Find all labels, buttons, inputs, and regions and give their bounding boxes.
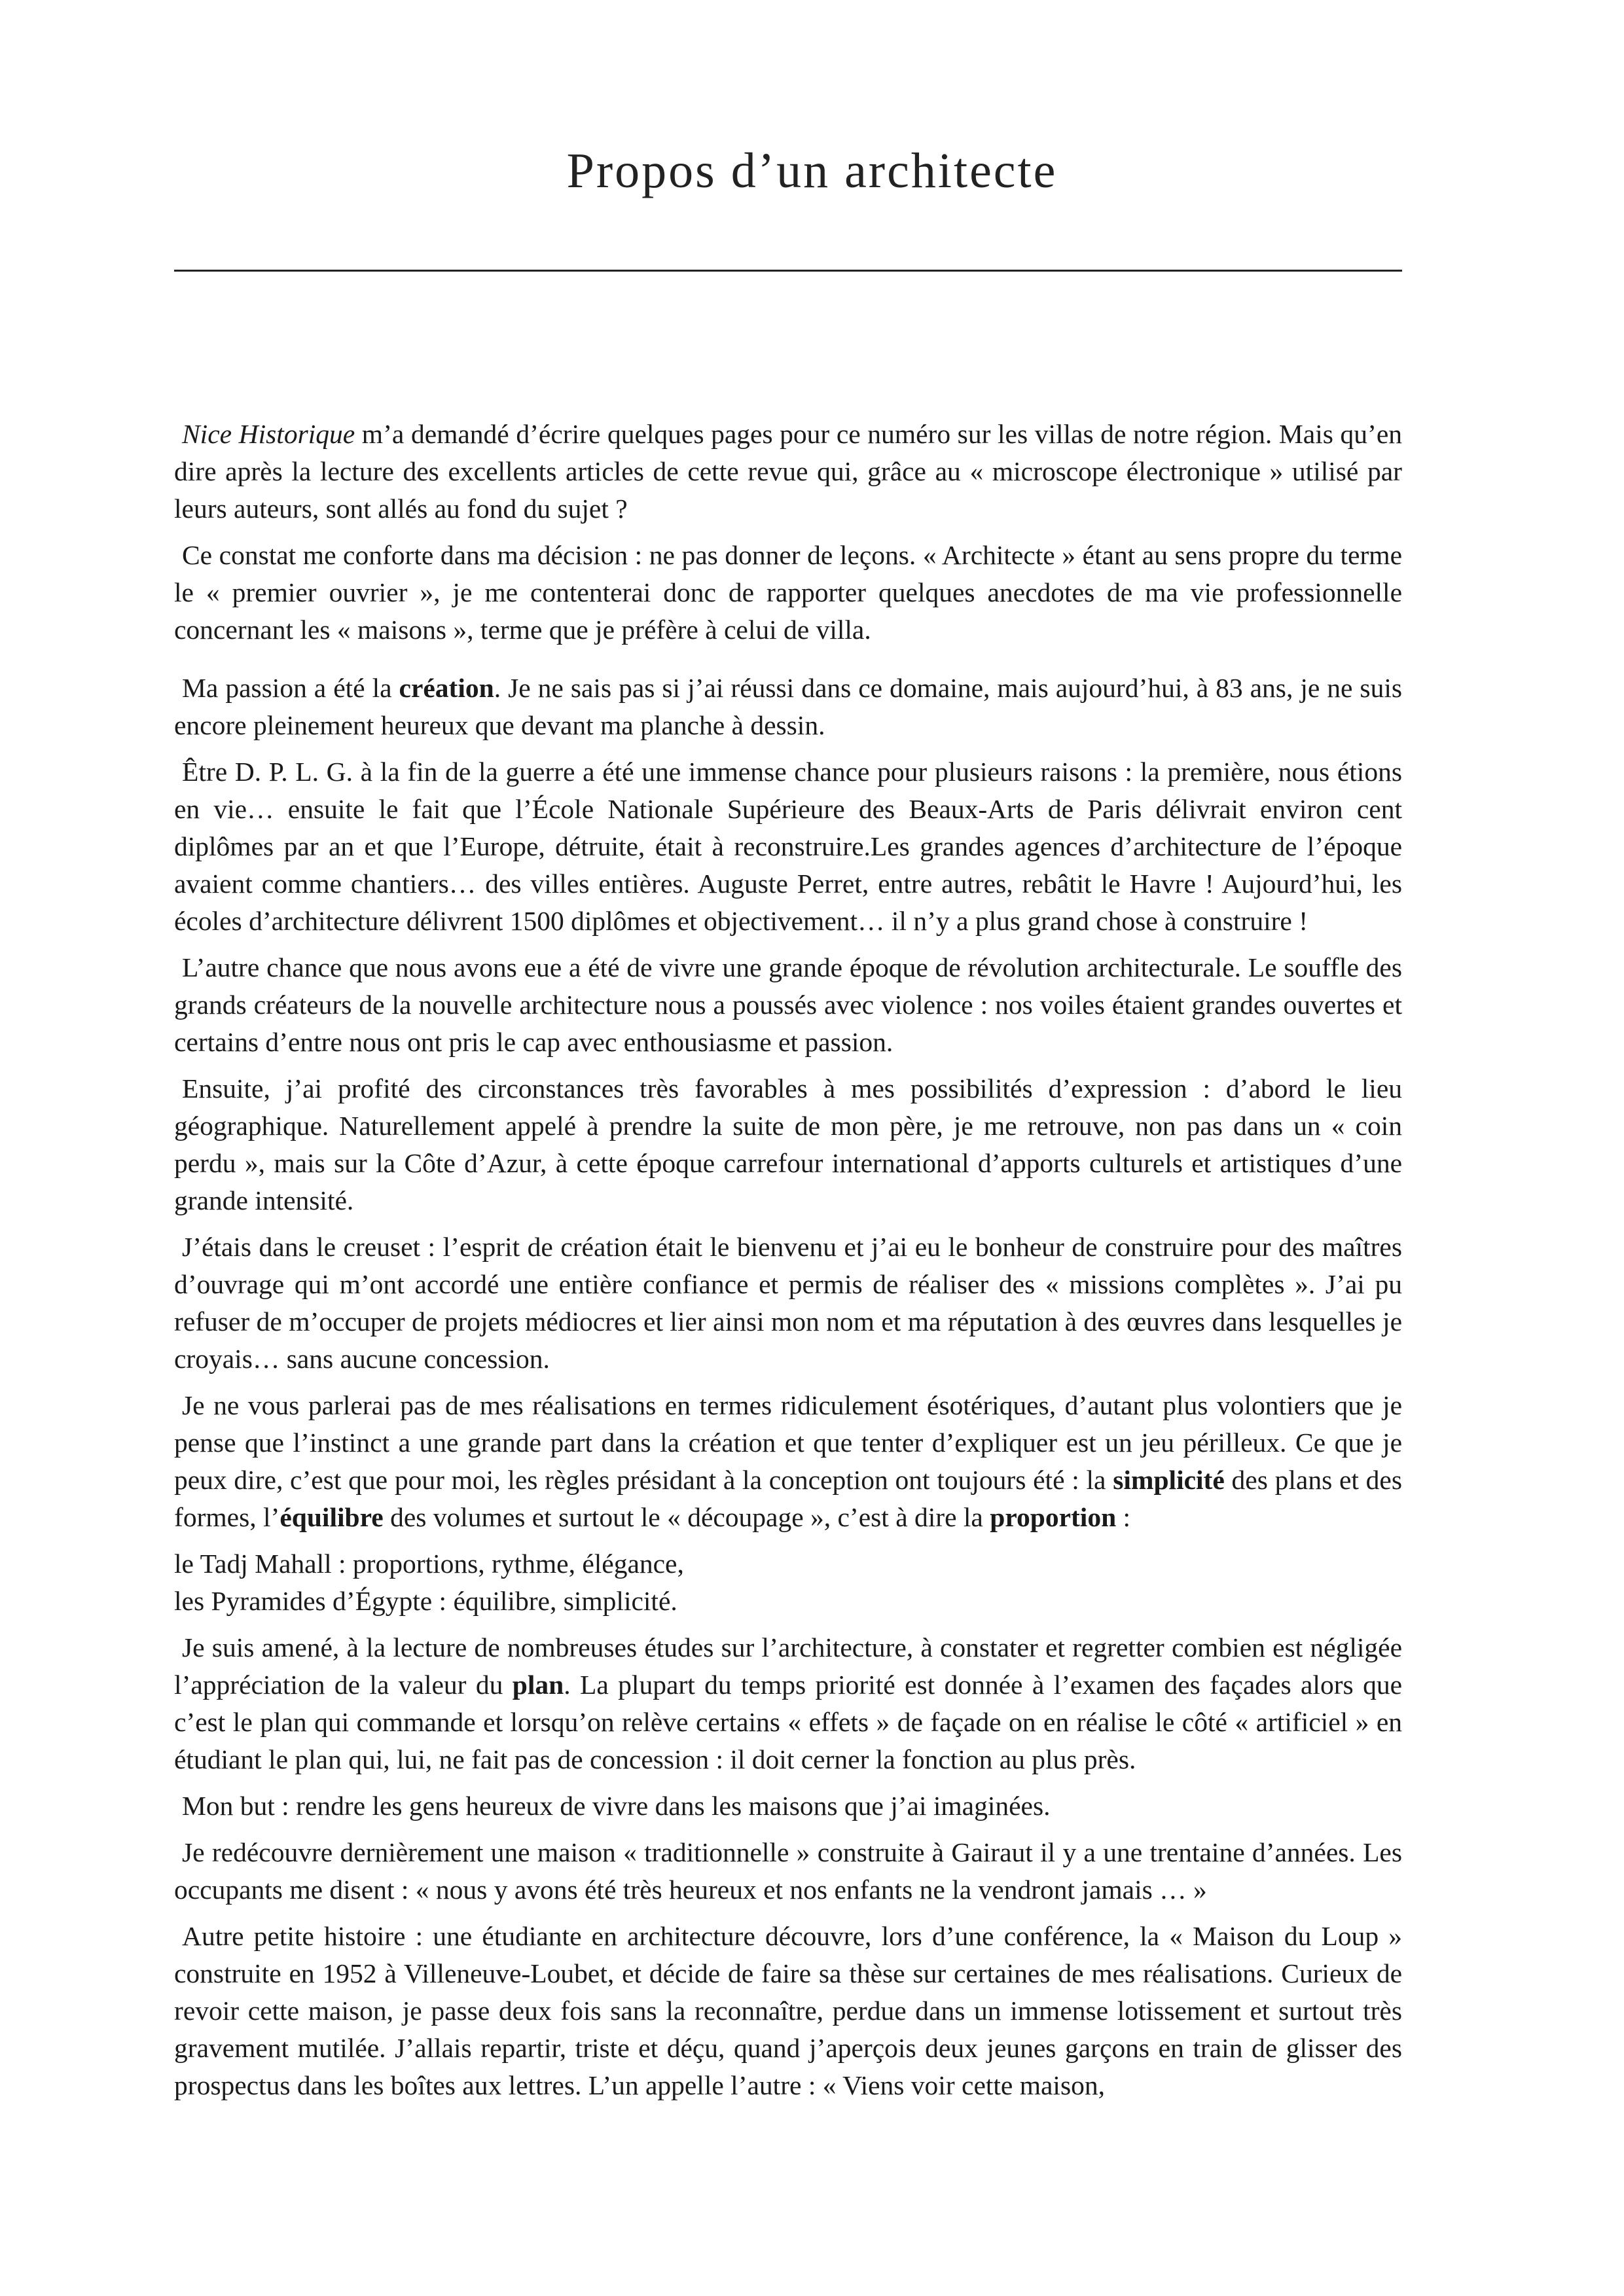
list-item: les Pyramides d’Égypte : équilibre, simplicité. bbox=[174, 1586, 677, 1616]
article-body bbox=[174, 416, 1402, 2113]
paragraph-text: : bbox=[1116, 1502, 1131, 1532]
paragraph-text: Je redécouvre dernièrement une maison « traditionnelle » construite à Gairaut il y a une trentaine d’années. Les occupants me disent : « nous y avons été très heureux et nos enfants ne la vendront jamais … » bbox=[174, 1837, 1402, 1905]
paragraph-text: J’étais dans le creuset : l’esprit de création était le bienvenu et j’ai eu le bonheur de construire pour des maîtres d’ouvrage qui m’ont accordé une entière confiance et permis de réaliser des « missions complètes ». J’ai pu refuser de m’occuper de projets médiocres et lier ainsi mon nom et ma réputation à des œuvres dans lesquelles je croyais… sans aucune concession. bbox=[174, 1232, 1402, 1374]
title-divider bbox=[174, 270, 1402, 272]
paragraph-text: m’a demandé d’écrire quelques pages pour ce numéro sur les villas de notre région. Mais qu’en dire après la lecture des excellents articles de cette revue qui, grâce au « microscope électronique » utilisé par leurs auteurs, sont allés au fond du sujet ? bbox=[174, 419, 1402, 524]
paragraph-intro bbox=[174, 416, 1402, 528]
paragraph-gairaut bbox=[174, 1834, 1402, 1909]
emphasis-plan: plan bbox=[512, 1670, 564, 1700]
paragraph-text: des volumes et surtout le « découpage », c’est à dire la bbox=[383, 1502, 990, 1532]
list-item: le Tadj Mahall : proportions, rythme, élégance, bbox=[174, 1549, 684, 1579]
paragraph-text: Ensuite, j’ai profité des circonstances très favorables à mes possibilités d’expression : d’abord le lieu géographique. Naturellement appelé à prendre la suite de mon père, je me retrouve, non pas dans un « coin perdu », mais sur la Côte d’Azur, à cette époque carrefour international d’apports culturels et artistiques d’une grande intensité. bbox=[174, 1073, 1402, 1215]
paragraph-plan bbox=[174, 1629, 1402, 1778]
paragraph-text: Je suis amené, à la lecture de nombreuses études sur l’architecture, à constater et regretter combien est négligée l’appréciation de la valeur du bbox=[174, 1632, 1402, 1700]
emphasis-simplicite: simplicité bbox=[1113, 1465, 1225, 1495]
paragraph-text: Ma passion a été la bbox=[182, 673, 399, 703]
page-title: Propos d’un architecte bbox=[566, 143, 1058, 198]
paragraph-passion bbox=[174, 670, 1402, 744]
examples-list bbox=[174, 1545, 1402, 1620]
emphasis-proportion: proportion bbox=[990, 1502, 1117, 1532]
paragraph-text: . Je ne sais pas si j’ai réussi dans ce domaine, mais aujourd’hui, à 83 ans, je ne suis encore pleinement heureux que devant ma planche à dessin. bbox=[174, 673, 1403, 740]
paragraph-creuset bbox=[174, 1229, 1402, 1378]
paragraph-maison-du-loup bbox=[174, 1918, 1402, 2104]
paragraph-text: Je ne vous parlerai pas de mes réalisations en termes ridiculement ésotériques, d’autant plus volontiers que je pense que l’instinct a une grande part dans la création et que tenter d’expliquer est un jeu périlleux. Ce que je peux dire, c’est que pour moi, les règles présidant à la conception ont toujours été : la bbox=[174, 1390, 1402, 1495]
emphasis-equilibre: équilibre bbox=[280, 1502, 384, 1532]
paragraph-text: Mon but : rendre les gens heureux de vivre dans les maisons que j’ai imaginées. bbox=[182, 1791, 1051, 1821]
paragraph-text: Être D. P. L. G. à la fin de la guerre a été une immense chance pour plusieurs raisons : la première, nous étions en vie… ensuite le fait que l’École Nationale Supérieure des Beaux-Arts de Paris délivrait environ cent diplômes par an et que l’Europe, détruite, était à reconstruire.Les grandes agences d’architecture de l’époque avaient comme chantiers… des villes entières. Auguste Perret, entre autres, rebâtit le Havre ! Aujourd’hui, les écoles d’architecture délivrent 1500 diplômes et objectivement… il n’y a plus grand chose à construire ! bbox=[174, 757, 1402, 936]
paragraph-text: Autre petite histoire : une étudiante en architecture découvre, lors d’une conférence, la « Maison du Loup » construite en 1952 à Villeneuve-Loubet, et décide de faire sa thèse sur certaines de mes réalisations. Curieux de revoir cette maison, je passe deux fois sans la reconnaître, perdue dans un immense lotissement et surtout très gravement mutilée. J’allais repartir, triste et déçu, quand j’aperçois deux jeunes garçons en train de glisser des prospectus dans les boîtes aux lettres. L’un appelle l’autre : « Viens voir cette maison, bbox=[174, 1921, 1402, 2100]
paragraph-text: des plans et des formes, l’ bbox=[174, 1465, 1402, 1532]
paragraph-regles bbox=[174, 1387, 1402, 1536]
emphasis-creation: création bbox=[399, 673, 494, 703]
paragraph-text: Ce constat me conforte dans ma décision : ne pas donner de leçons. « Architecte » étant au sens propre du terme le « premier ouvrier », je me contenterai donc de rapporter quelques anecdotes de ma vie professionnelle concernant les « maisons », terme que je préfère à celui de villa. bbox=[174, 540, 1402, 645]
publication-name: Nice Historique bbox=[182, 419, 355, 449]
paragraph-circonstances bbox=[174, 1070, 1402, 1219]
paragraph-dplg bbox=[174, 753, 1402, 940]
paragraph-lecons bbox=[174, 537, 1402, 649]
paragraph-text: L’autre chance que nous avons eue a été de vivre une grande époque de révolution architecturale. Le souffle des grands créateurs de la nouvelle architecture nous a poussés avec violence : nos voiles étaient grandes ouvertes et certains d’entre nous ont pris le cap avec enthousiasme et passion. bbox=[174, 952, 1402, 1057]
paragraph-but bbox=[174, 1787, 1402, 1825]
paragraph-revolution bbox=[174, 949, 1402, 1061]
paragraph-text: . La plupart du temps priorité est donnée à l’examen des façades alors que c’est le plan qui commande et lorsqu’on relève certains « effets » de façade on en réalise le côté « artificiel » en étudiant le plan qui, lui, ne fait pas de concession : il doit cerner la fonction au plus près. bbox=[174, 1670, 1402, 1774]
